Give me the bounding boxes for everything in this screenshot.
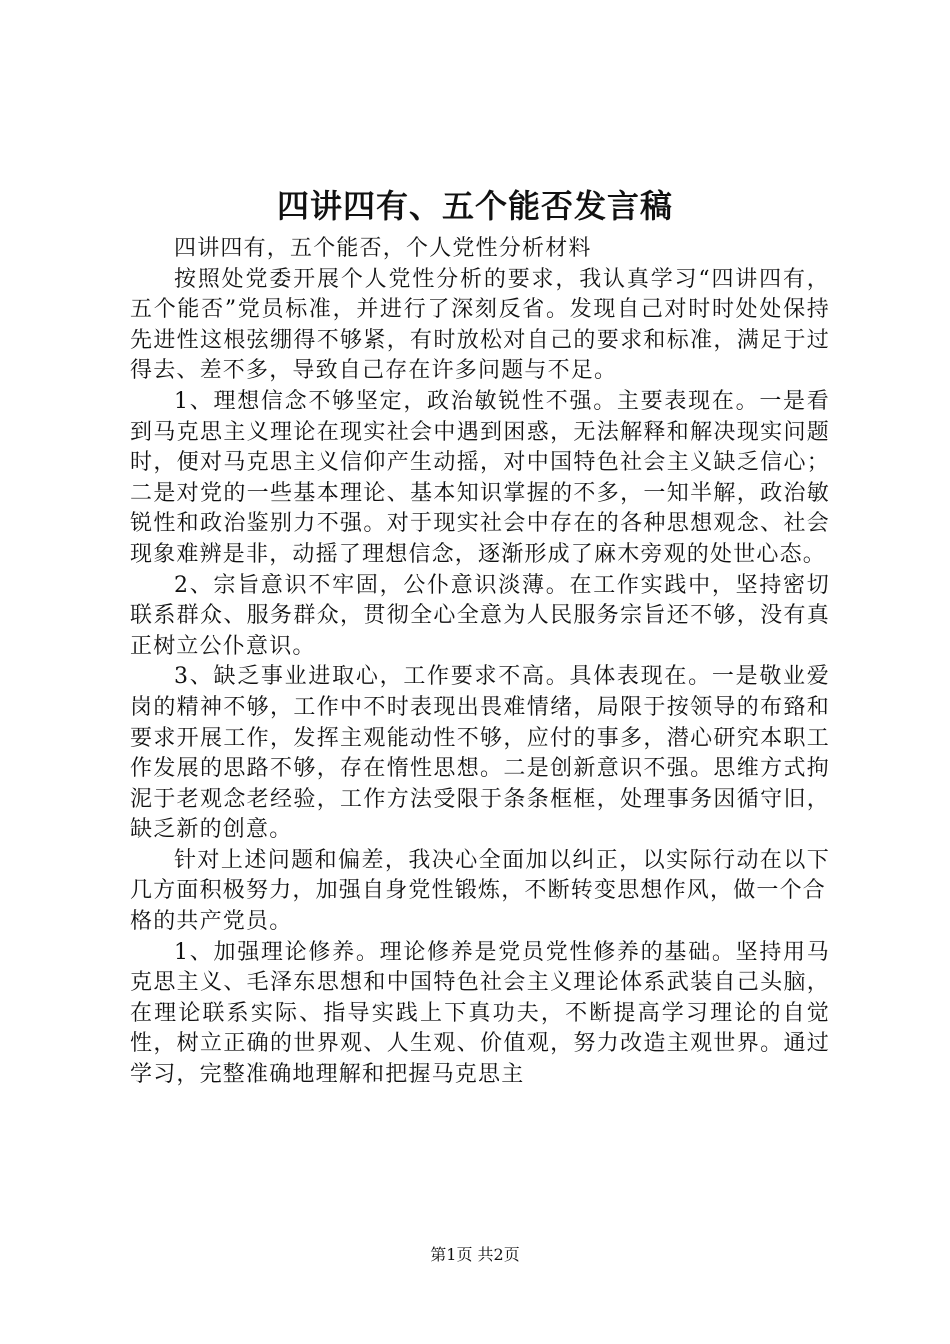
paragraph-issue-2: 2、宗旨意识不牢固，公仆意识淡薄。在工作实践中，坚持密切联系群众、服务群众，贯彻全心全意为人民服务宗旨还不够，没有真正树立公仆意识。 xyxy=(130,572,830,659)
paragraph-resolution: 针对上述问题和偏差，我决心全面加以纠正，以实际行动在以下几方面积极努力，加强自身党性锻炼，不断转变思想作风，做一个合 xyxy=(130,847,830,904)
document-title: 四讲四有、五个能否发言稿 xyxy=(276,187,673,225)
paragraph-issue-3: 3、缺乏事业进取心，工作要求不高。具体表现在。一是敬业爱岗的精神不够，工作中不时表现出畏难情绪，局限于按领导的布臵和要求开展工作，发挥主观能动性不够，应付的事多，潜心研究本职工作发展的思路不够，存在惰性思想。二是创新意识不强。思维方式拘泥于老观念老经验，工作方法受限于条条框框，处理事务因循守旧，缺乏新的创意。 xyxy=(130,664,830,843)
paragraph-resolution-continued: 格的共产党员。 xyxy=(130,909,293,935)
document-body xyxy=(130,234,830,1091)
paragraph-subtitle: 四讲四有，五个能否，个人党性分析材料 xyxy=(174,236,592,261)
paragraph-issue-1: 1、理想信念不够坚定，政治敏锐性不强。主要表现在。一是看到马克思主义理论在现实社会中遇到困惑，无法解释和解决现实问题时，便对马克思主义信仰产生动摇，对中国特色社会主义缺乏信心；二是对党的一些基本理论、基本知识掌握的不多，一知半解，政治敏锐性和政治鉴别力不强。对于现实社会中存在的各种思想观念、社会现象难辨是非，动摇了理想信念，逐渐形成了麻木旁观的处世心态。 xyxy=(130,388,830,567)
paragraph-intro: 按照处党委开展个人党性分析的要求，我认真学习“四讲四有，五个能否”党员标准，并进行了深刻反省。发现自己对时时处处保持先进性这根弦绷得不够紧，有时放松对自己的要求和标准，满足于过得去、差不多，导致自己存在许多问题与不足。 xyxy=(130,266,830,384)
page-footer: 第1页 共2页 xyxy=(430,1245,520,1264)
paragraph-measure-1: 1、加强理论修养。理论修养是党员党性修养的基础。坚持用马克思主义、毛泽东思想和中国特色社会主义理论体系武装自己头脑，在理论联系实际、指导实践上下真功夫，不断提高学习理论的自觉性，树立正确的世界观、人生观、价值观，努力改造主观世界。通过学习，完整准确地理解和把握马克思主 xyxy=(130,939,830,1088)
